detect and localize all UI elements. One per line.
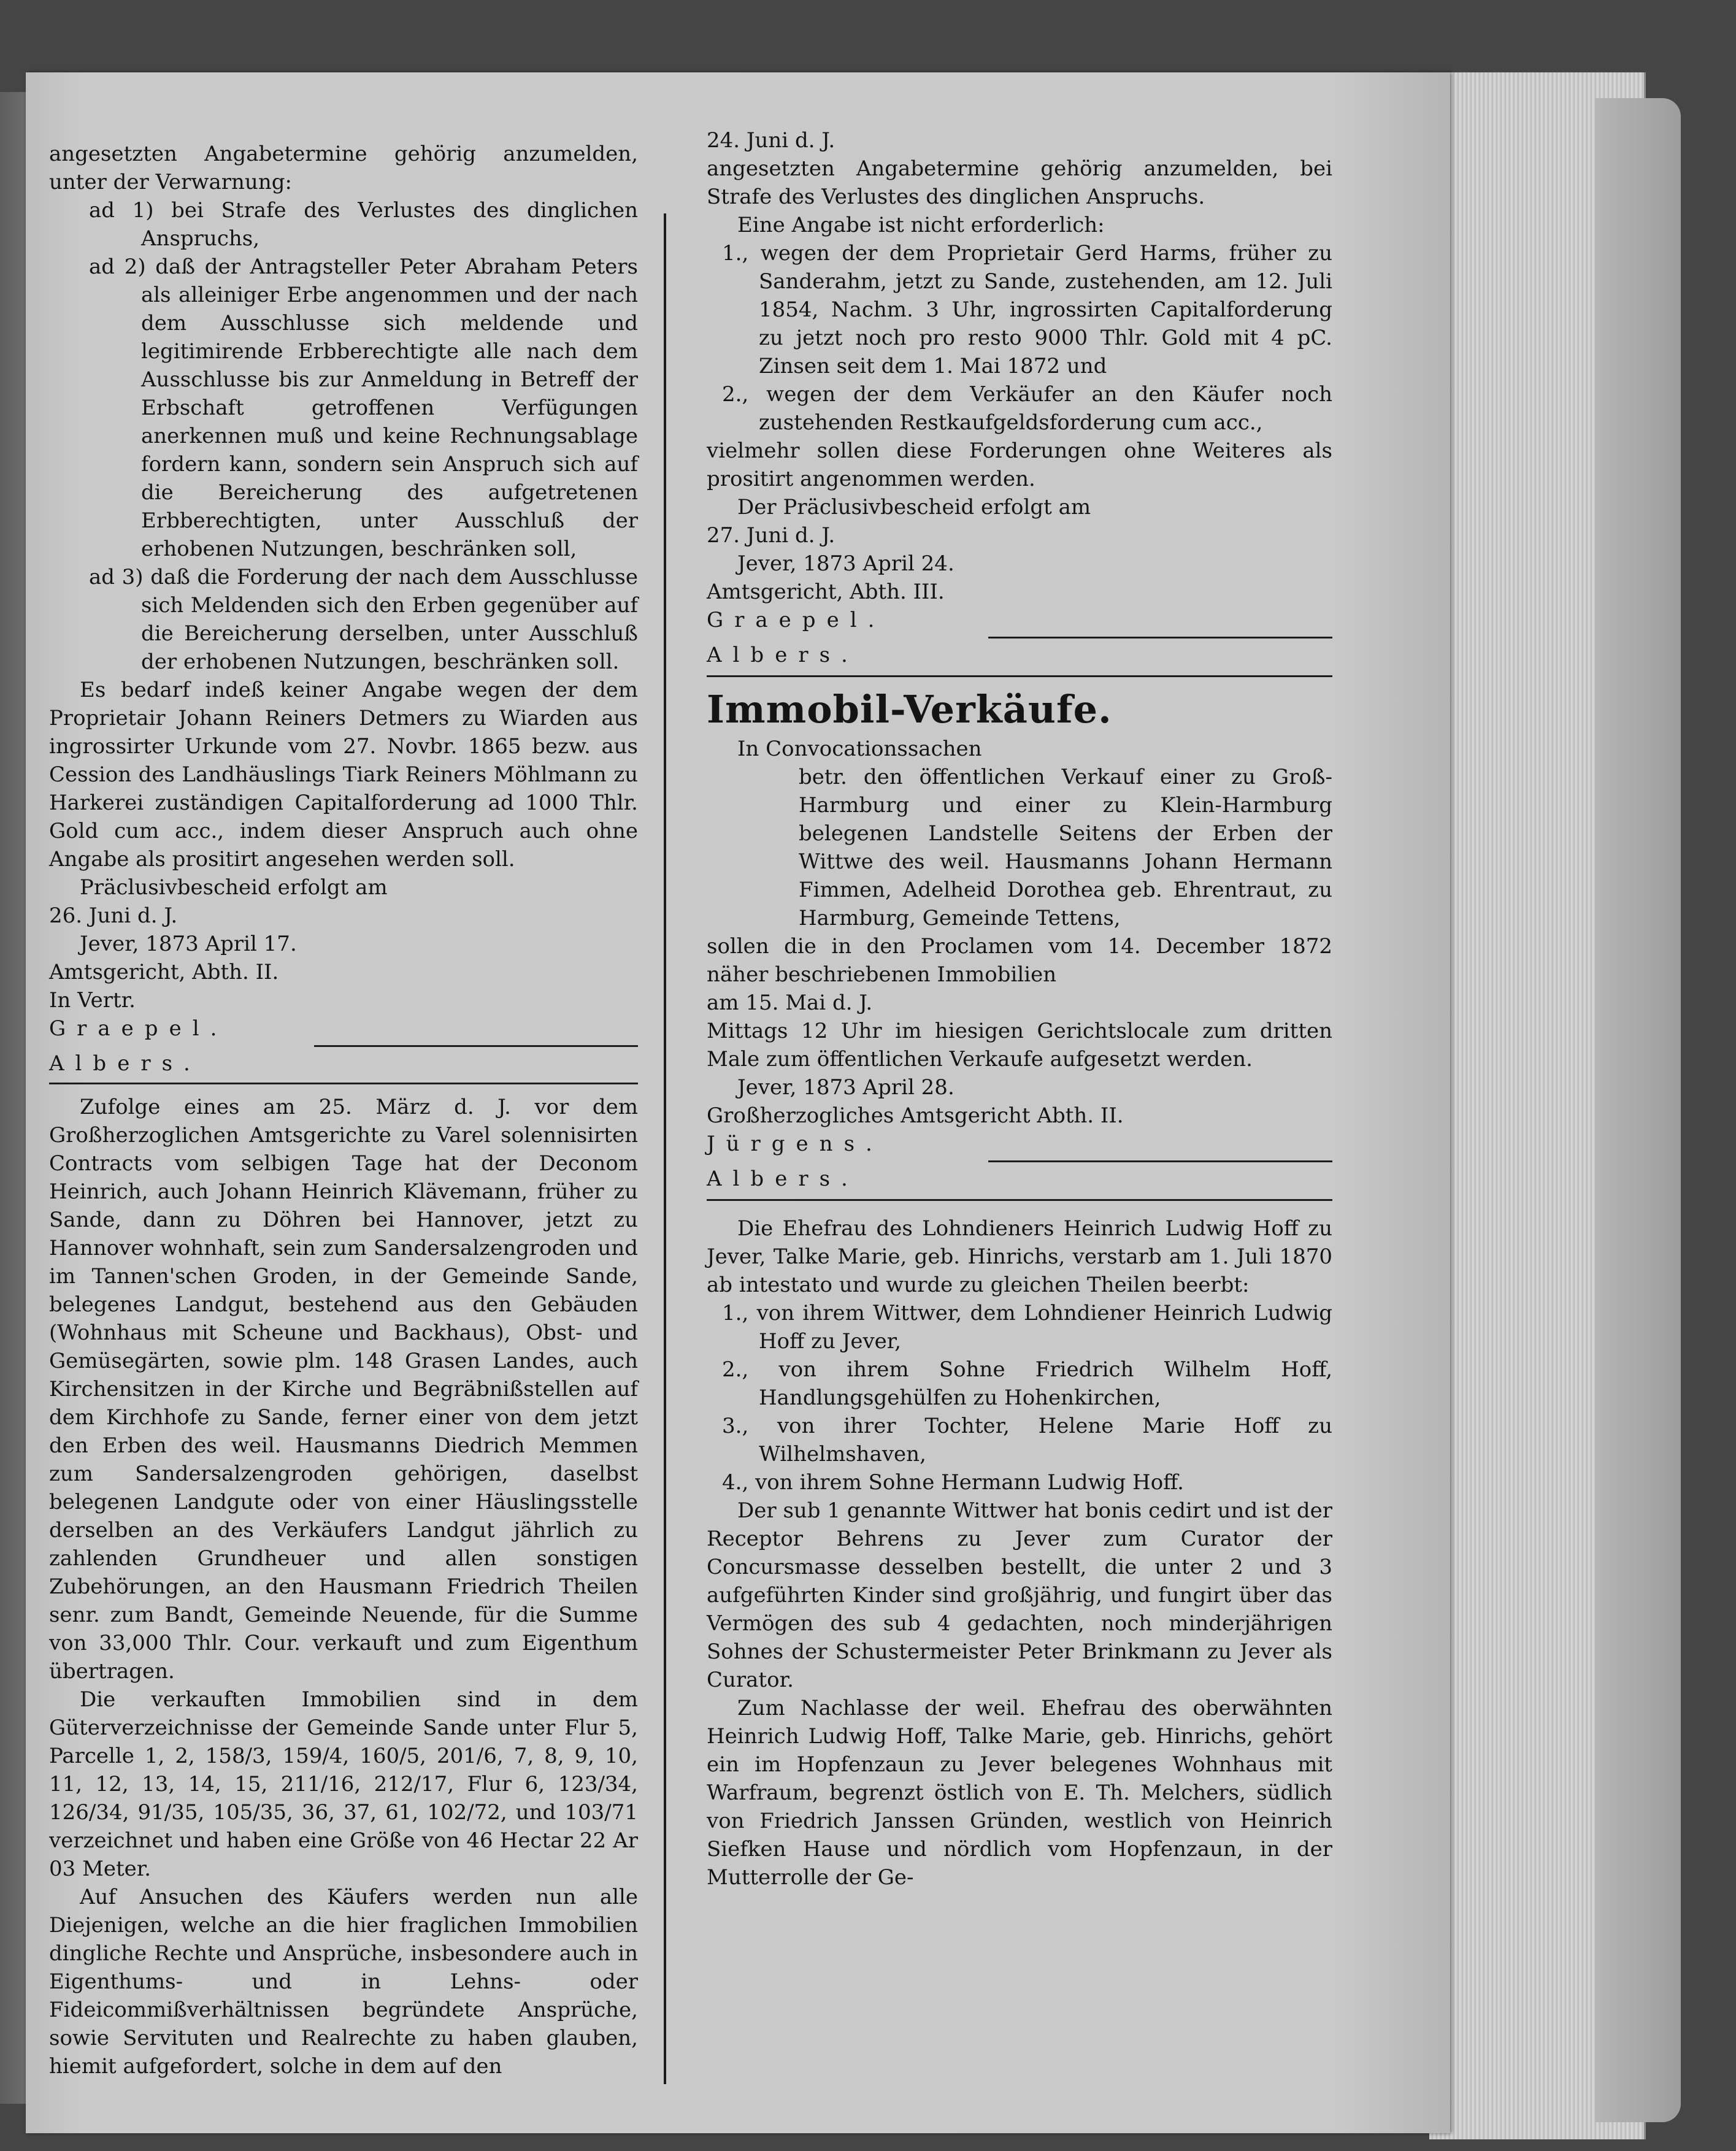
book-page (26, 72, 1450, 2133)
heir-3 (707, 1412, 1332, 1468)
right-signer-4: Albers. (707, 1167, 859, 1191)
heir-2-text: von ihrem Sohne Friedrich Wilhelm Hoff, Handlungsgehülfen zu Hohenkirchen, (759, 1357, 1333, 1410)
heir-4 (707, 1468, 1332, 1497)
conv-intro: In Convocationssachen (737, 737, 982, 761)
clause-ad2 (49, 253, 638, 563)
clause-ad1-label: ad 1) (89, 198, 154, 223)
clause-ad1-text: bei Strafe des Verlustes des dinglichen Anspruchs, (141, 198, 638, 251)
left-signer-1: Graepel. (49, 1016, 228, 1041)
left-para-5: Die verkauften Immobilien sind in dem Güterverzeichnisse der Gemeinde Sande unter Flur 5, Parcelle 1, 2, 158/3, 159/4, 160/5, 201/6, 7, 8, 9, 10, 11, 12, 13, 14, 15, 211/16, 212/17, Flur 6, 123/34, 126/34, 91/35, 105/35, 36, 37, 61, 102/72, und 103/71 verzeichnet und haben eine Größe von 46 Hectar 22 Ar 03 Meter. (49, 1687, 638, 1881)
right-court: Amtsgericht, Abth. III. (707, 580, 945, 604)
book-fore-edge (1595, 98, 1681, 2122)
heir-2 (707, 1355, 1332, 1412)
left-para-3: Präclusivbescheid erfolgt am (80, 875, 388, 900)
right-section-divider-1 (707, 675, 1332, 677)
left-court: Amtsgericht, Abth. II. (49, 960, 279, 984)
right-signer-3: Jürgens. (707, 1132, 883, 1156)
right-para-2: Eine Angabe ist nicht erforderlich: (737, 213, 1105, 237)
left-signer-2: Albers. (49, 1051, 201, 1076)
right-date-top: 24. Juni d. J. (707, 128, 835, 153)
exception-2-label: 2., (722, 382, 749, 407)
conv-date: am 15. Mai d. J. (707, 991, 873, 1015)
right-para-1: angesetzten Angabetermine gehörig anzumelden, bei Strafe des Verlustes des dinglichen Anspruchs. (707, 156, 1332, 209)
clause-ad1 (49, 196, 638, 253)
right-court-2: Großherzogliches Amtsgericht Abth. II. (707, 1103, 1124, 1128)
heir-3-label: 3., (722, 1414, 749, 1438)
heir-1 (707, 1299, 1332, 1355)
exception-2-text: wegen der dem Verkäufer an den Käufer noch zustehenden Restkaufgeldsforderung cum acc., (759, 382, 1333, 435)
right-para-3: vielmehr sollen diese Forderungen ohne Weiteres als prositirt angenommen werden. (707, 439, 1332, 491)
section-heading: Immobil-Verkäufe. (707, 687, 1112, 732)
left-section-divider (49, 1083, 638, 1084)
heir-3-text: von ihrer Tochter, Helene Marie Hoff zu Wilhelmshaven, (759, 1414, 1332, 1467)
heir-1-text: von ihrem Wittwer, dem Lohndiener Heinrich Ludwig Hoff zu Jever, (756, 1301, 1333, 1354)
heir-1-label: 1., (722, 1301, 749, 1325)
previous-page-edge (0, 92, 26, 2104)
right-place-date-2: Jever, 1873 April 28. (737, 1075, 954, 1100)
left-para-1: angesetzten Angabetermine gehörig anzumelden, unter der Verwarnung: (49, 142, 638, 194)
clause-ad3-label: ad 3) (89, 565, 144, 589)
left-para-6: Auf Ansuchen des Käufers werden nun alle Diejenigen, welche an die hier fraglichen Immobilien dingliche Rechte und Ansprüche, insbesondere auch in Eigenthums- und in Lehns- oder Fideicommißverhältnissen begründete Ansprüche, sowie Servituten und Realrechte zu haben glauben, hiemit aufgefordert, solche in dem auf den (49, 1885, 638, 2079)
heir-4-label: 4., (722, 1470, 749, 1495)
right-date-2: 27. Juni d. J. (707, 523, 835, 548)
right-para-4: Der Präclusivbescheid erfolgt am (737, 495, 1091, 520)
right-signature-rule (988, 637, 1332, 638)
heir-2-label: 2., (722, 1357, 749, 1382)
exception-1-label: 1., (722, 241, 749, 266)
clause-ad3-text: daß die Forderung der nach dem Ausschlusse sich Meldenden sich den Erben gegenüber auf die Bereicherung derselben, unter Ausschluß der erhobenen Nutzungen, beschränken soll. (141, 565, 639, 674)
clause-ad2-label: ad 2) (89, 255, 146, 279)
right-section-divider-2 (707, 1199, 1332, 1201)
right-column (707, 126, 1332, 1892)
conv-body-2: Mittags 12 Uhr im hiesigen Gerichtslocale zum dritten Male zum öffentlichen Verkaufe aufgesetzt werden. (707, 1019, 1332, 1072)
left-in-vertr: In Vertr. (49, 988, 136, 1013)
exception-1-text: wegen der dem Proprietair Gerd Harms, früher zu Sanderahm, jetzt zu Sande, zustehenden, am 12. Juli 1854, Nachm. 3 Uhr, ingrossirten Capitalforderung zu jetzt noch pro resto 9000 Thlr. Gold mit 4 pC. Zinsen seit dem 1. Mai 1872 und (759, 241, 1333, 378)
left-para-4: Zufolge eines am 25. März d. J. vor dem Großherzoglichen Amtsgerichte zu Varel solennisirten Contracts vom selbigen Tage hat der Deconom Heinrich, auch Johann Heinrich Klävemann, früher zu Sande, dann zu Döhren bei Hannover, jetzt zu Hannover wohnhaft, sein zum Sandersalzengroden und im Tannen'schen Groden, in der Gemeinde Sande, belegenes Landgut, bestehend aus den Gebäuden (Wohnhaus mit Scheune und Backhaus), Obst- und Gemüsegärten, sowie plm. 148 Grasen Landes, auch Kirchensitzen in der Kirche und Begräbnißstellen auf dem Kirchhofe zu Sande, ferner einer von dem jetzt den Erben des weil. Hausmanns Diedrich Memmen zum Sandersalzengroden gehörigen, daselbst belegenen Landgute oder von einer Häuslingsstelle derselben an des Verkäufers Landgut jährlich zu zahlenden Grundheuer und allen sonstigen Zubehörungen, an den Hausmann Friedrich Theilen senr. zum Bandt, Gemeinde Neuende, für die Summe von 33,000 Thlr. Cour. verkauft und zum Eigenthum übertragen. (49, 1095, 638, 1684)
left-column (49, 140, 638, 2080)
left-place-date: Jever, 1873 April 17. (80, 932, 297, 956)
notice-para-1: Die Ehefrau des Lohndieners Heinrich Ludwig Hoff zu Jever, Talke Marie, geb. Hinrichs, verstarb am 1. Juli 1870 ab intestato und wurde zu gleichen Theilen beerbt: (707, 1216, 1332, 1297)
right-signature-rule-2 (988, 1160, 1332, 1162)
right-place-date: Jever, 1873 April 24. (737, 551, 954, 576)
conv-betr: betr. den öffentlichen Verkauf einer zu Groß-Harmburg und einer zu Klein-Harmburg belegenen Landstelle Seitens der Erben der Wittwe des weil. Hausmanns Johann Hermann Fimmen, Adelheid Dorothea geb. Ehrentraut, zu Harmburg, Gemeinde Tettens, (799, 765, 1332, 930)
heir-4-text: von ihrem Sohne Hermann Ludwig Hoff. (755, 1470, 1184, 1495)
right-signer-1: Graepel. (707, 608, 886, 632)
exception-2 (707, 380, 1332, 437)
column-divider (664, 213, 666, 2084)
right-signer-2: Albers. (707, 643, 859, 667)
clause-ad2-text: daß der Antragsteller Peter Abraham Peters als alleiniger Erbe angenommen und der nach dem Ausschlusse sich meldende und legitimirende Erbberechtigte alle nach dem Ausschlusse bis zur Anmeldung in Betreff der Erbschaft getroffenen Verfügungen anerkennen muß und keine Rechnungsablage fordern kann, sondern sein Anspruch sich auf die Bereicherung des aufgetretenen Erbberechtigten, unter Ausschluß der erhobenen Nutzungen, beschränken soll, (141, 255, 638, 561)
exception-1 (707, 239, 1332, 380)
clause-ad3 (49, 563, 638, 676)
left-para-2: Es bedarf indeß keiner Angabe wegen der dem Proprietair Johann Reiners Detmers zu Wiarden aus ingrossirter Urkunde vom 27. Novbr. 1865 bezw. aus Cession des Landhäuslings Tiark Reiners Möhlmann zu Harkerei zuständigen Capitalforderung ad 1000 Thlr. Gold cum acc., indem dieser Anspruch auch ohne Angabe als prositirt angesehen werden soll. (49, 678, 638, 872)
conv-body: sollen die in den Proclamen vom 14. December 1872 näher beschriebenen Immobilien (707, 934, 1332, 987)
left-date-1: 26. Juni d. J. (49, 903, 178, 928)
notice-para-3: Zum Nachlasse der weil. Ehefrau des oberwähnten Heinrich Ludwig Hoff, Talke Marie, geb. Hinrichs, gehört ein im Hopfenzaun zu Jever belegenes Wohnhaus mit Warfraum, begrenzt östlich von E. Th. Melchers, südlich von Friedrich Janssen Gründen, westlich von Heinrich Siefken Hause und nördlich vom Hopfenzaun, in der Mutterrolle der Ge- (707, 1696, 1332, 1890)
left-signature-rule (314, 1045, 638, 1047)
notice-para-2: Der sub 1 genannte Wittwer hat bonis cedirt und ist der Receptor Behrens zu Jever zum Curator der Concursmasse desselben bestellt, die unter 2 und 3 aufgeführten Kinder sind großjährig, und fungirt über das Vermögen des sub 4 gedachten, noch minderjährigen Sohnes der Schustermeister Peter Brinkmann zu Jever als Curator. (707, 1498, 1332, 1692)
